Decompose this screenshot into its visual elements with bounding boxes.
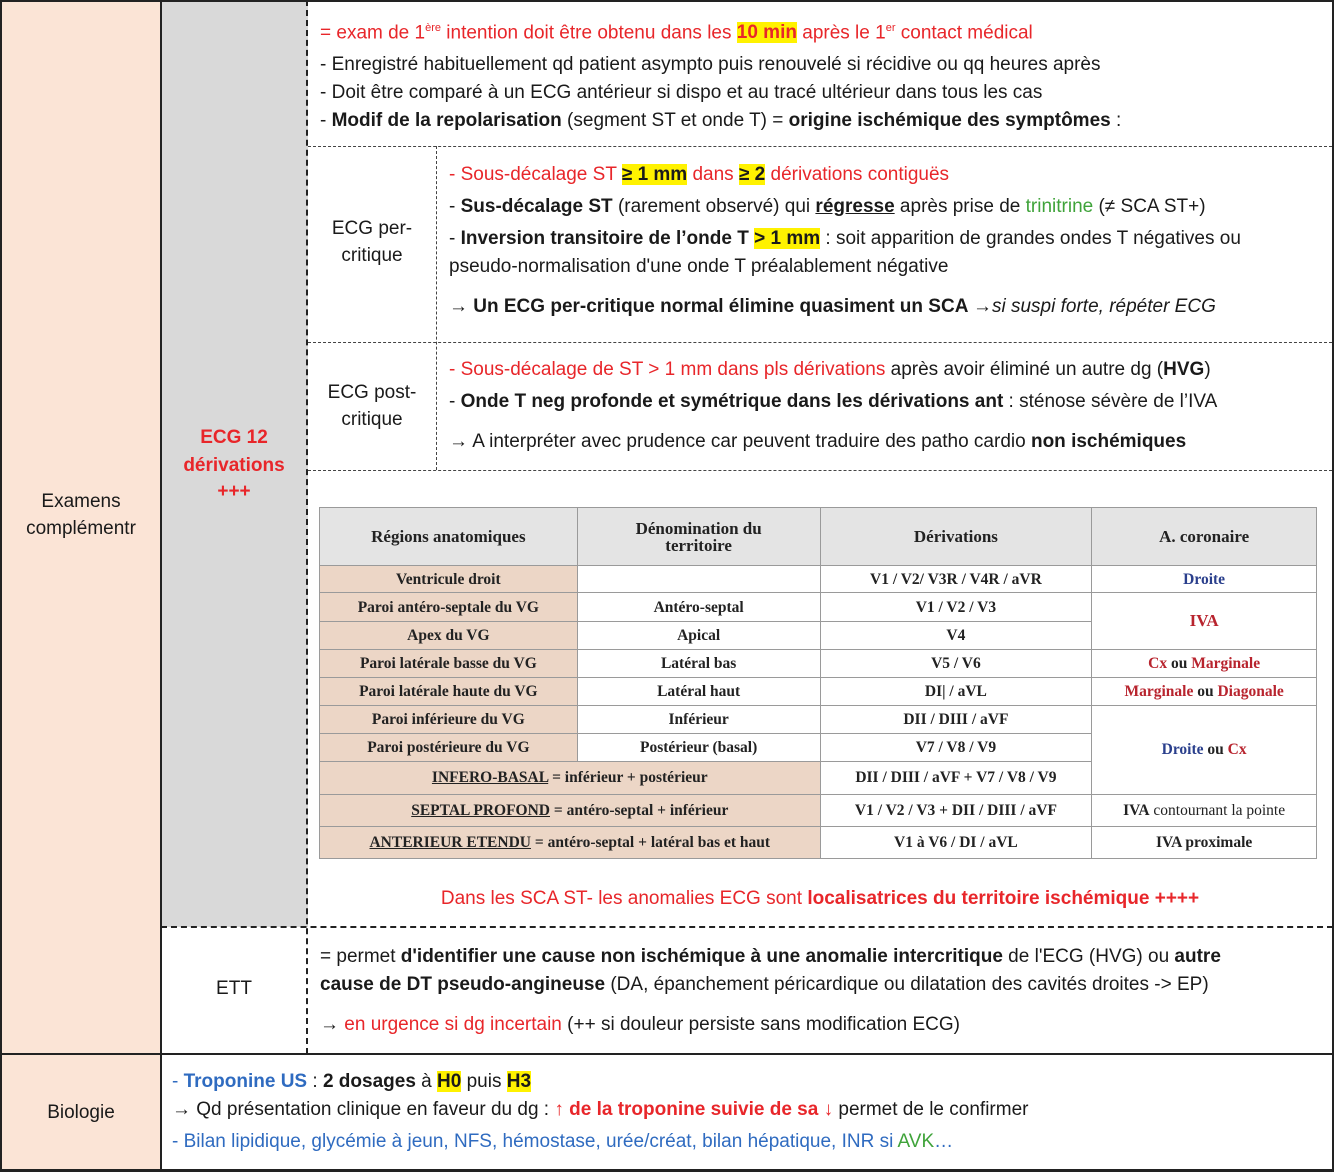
t: contact médical <box>895 22 1033 44</box>
ecg-intro-line-1 <box>320 14 1121 47</box>
ett-line-3 <box>320 1011 1320 1039</box>
table-header: A. coronaire <box>1092 508 1317 566</box>
table-row <box>320 566 1317 593</box>
t: ou <box>1167 654 1192 672</box>
t: après avoir éliminé un autre dg ( <box>885 359 1164 380</box>
table-cell-deriv: DII / DIII / aVF + V7 / V8 / V9 <box>820 762 1092 794</box>
per-line-5 <box>449 293 1324 321</box>
table-cell-denom: Postérieur (basal) <box>577 734 820 762</box>
t: = permet <box>320 946 401 967</box>
t: Marginale <box>1124 683 1194 701</box>
t: Dans les SCA ST- les anomalies ECG sont <box>440 888 808 909</box>
t: localisatrices du territoire ischémique ++++ <box>807 888 1200 909</box>
t: régresse <box>815 196 895 217</box>
t: SEPTAL PROFOND <box>411 801 550 819</box>
t: : sténose sévère de l’IVA <box>1003 391 1218 412</box>
table-cell-region: Paroi postérieure du VG <box>320 734 578 762</box>
highlight-10min: 10 min <box>736 22 797 44</box>
table-row <box>320 706 1317 734</box>
t: er <box>885 22 896 34</box>
per-content <box>449 161 1324 321</box>
t: AVK <box>897 1131 935 1152</box>
t: Droite <box>1183 570 1226 588</box>
table-cell-region: Paroi antéro-septale du VG <box>320 593 578 621</box>
table-top-divider <box>308 470 1332 471</box>
table-row <box>320 677 1317 705</box>
t: : <box>307 1071 323 1092</box>
t: ou <box>1203 741 1228 759</box>
table-header: Dénomination du territoire <box>577 508 820 566</box>
t: cause de DT pseudo-angineuse <box>320 974 606 995</box>
t: 2 dosages <box>322 1071 416 1092</box>
biologie-label: Biologie <box>47 1101 115 1123</box>
t: IVA <box>1189 611 1219 631</box>
per-top-divider <box>308 146 1332 147</box>
table-cell-coro <box>1092 794 1317 826</box>
ecg-title-text: ECG 12 dérivations <box>183 427 285 476</box>
table-cell-combo <box>320 794 821 826</box>
table-cell-region: Paroi latérale basse du VG <box>320 649 578 677</box>
post-top-divider <box>308 342 1332 343</box>
t: trinitrine <box>1025 196 1094 217</box>
t: ANTERIEUR ETENDU <box>369 833 531 851</box>
t: = inférieur + postérieur <box>548 769 708 787</box>
table-row <box>320 593 1317 621</box>
examens-label: Examens complémentr <box>26 491 136 539</box>
ecg-title <box>162 416 306 512</box>
ecg-intro <box>320 14 1121 135</box>
sub-col-divider <box>436 146 437 470</box>
table-cell-deriv: V1 / V2/ V3R / V4R / aVR <box>820 566 1092 593</box>
table-cell-denom: Antéro-septal <box>577 593 820 621</box>
t: Inversion transitoire de l’onde T <box>460 228 755 249</box>
table-row <box>320 826 1317 858</box>
table-cell-region: Paroi inférieure du VG <box>320 706 578 734</box>
t: Diagonale <box>1217 683 1284 701</box>
per-line-4: pseudo-normalisation d'une onde T préalablement négative <box>449 256 949 277</box>
t: → Qd présentation clinique en faveur du dg : <box>172 1099 555 1120</box>
table-cell-denom: Latéral haut <box>577 677 820 705</box>
t: (DA, épanchement péricardique ou dilatation des cavités droites -> EP) <box>605 974 1209 995</box>
t: HVG <box>1163 359 1205 380</box>
t: IVA <box>1123 801 1150 819</box>
bio-line-2 <box>172 1096 1322 1124</box>
t: (++ si douleur persiste sans modification ECG) <box>561 1014 960 1035</box>
table-cell-coro: IVA proximale <box>1092 826 1317 858</box>
t: ou <box>1193 683 1218 701</box>
post-label: ECG post-critique <box>327 382 417 430</box>
table-cell-coro <box>1092 649 1317 677</box>
t: - Sous-décalage ST <box>449 164 622 185</box>
t: contournant la pointe <box>1149 801 1286 819</box>
table-cell-region: Ventricule droit <box>320 566 578 593</box>
t: … <box>934 1131 954 1152</box>
t: - Bilan lipidique, glycémie à jeun, NFS, hémostase, urée/créat, bilan hépatique, INR si <box>172 1131 898 1152</box>
t: (rarement observé) qui <box>612 196 816 217</box>
t: (segment ST et onde T) = <box>561 110 789 132</box>
t: puis <box>461 1071 507 1092</box>
t: ≥ 2 <box>738 164 766 185</box>
t: - <box>449 228 461 249</box>
t: : <box>1110 110 1122 132</box>
ett-label: ETT <box>216 977 252 999</box>
t: → Un ECG per-critique normal élimine quasiment un SCA <box>449 296 973 317</box>
table-cell-deriv: V7 / V8 / V9 <box>820 734 1092 762</box>
border-top <box>0 0 1334 2</box>
t: = antéro-septal + inférieur <box>550 801 729 819</box>
table-cell-deriv: V5 / V6 <box>820 649 1092 677</box>
t: à <box>415 1071 438 1092</box>
section-divider <box>0 1053 1334 1055</box>
table-cell-combo <box>320 826 821 858</box>
per-line-1 <box>449 161 1324 189</box>
table-header: Régions anatomiques <box>320 508 578 566</box>
t: - <box>172 1071 184 1092</box>
table-cell-deriv: V1 à V6 / DI / aVL <box>820 826 1092 858</box>
t: après prise de <box>894 196 1026 217</box>
table-cell-denom <box>577 566 820 593</box>
per-label: ECG per-critique <box>331 218 413 266</box>
table-cell-region: Apex du VG <box>320 621 578 649</box>
table-header: Dérivations <box>820 508 1092 566</box>
table-header-row <box>320 508 1317 566</box>
table-cell-region: Paroi latérale haute du VG <box>320 677 578 705</box>
t: origine ischémique des symptômes <box>788 110 1111 132</box>
ecg-intro-line-2: - Enregistré habituellement qd patient asympto puis renouvelé si récidive ou qq heures après <box>320 54 1101 76</box>
t: ère <box>425 22 441 34</box>
post-line-2 <box>449 388 1324 416</box>
t: Onde T neg profonde et symétrique dans les dérivations ant <box>460 391 1004 412</box>
table-cell-denom: Apical <box>577 621 820 649</box>
table-cell-coro <box>1092 706 1317 794</box>
table-row <box>320 649 1317 677</box>
t: H0 <box>437 1071 462 1092</box>
ecg-territory-table <box>319 507 1317 859</box>
table-cell-denom: Inférieur <box>577 706 820 734</box>
t: d'identifier une cause non ischémique à une anomalie intercritique <box>400 946 1003 967</box>
bio-line-3 <box>172 1128 1322 1156</box>
t: → <box>320 1014 345 1035</box>
t: → <box>972 296 992 317</box>
table-cell-deriv: V4 <box>820 621 1092 649</box>
ecg-title-plus: +++ <box>217 481 251 502</box>
table-cell-denom: Latéral bas <box>577 649 820 677</box>
t: → A interpréter avec prudence car peuvent traduire des patho cardio <box>449 431 1031 452</box>
table-cell-deriv: DI| / aVL <box>820 677 1092 705</box>
t: dans <box>687 164 739 185</box>
t: après le 1 <box>796 22 886 44</box>
border-left <box>0 0 2 1172</box>
ecg-intro-line-3: - Doit être comparé à un ECG antérieur si dispo et au tracé ultérieur dans tous les cas <box>320 82 1043 104</box>
t: = antéro-septal + latéral bas et haut <box>530 833 771 851</box>
t: de l'ECG (HVG) ou <box>1002 946 1175 967</box>
t: dérivations contiguës <box>765 164 950 185</box>
t: Modif de la repolarisation <box>331 110 562 132</box>
t: > 1 mm <box>754 228 821 249</box>
table-cell-coro <box>1092 566 1317 593</box>
table-row <box>320 794 1317 826</box>
t: Troponine US <box>183 1071 308 1092</box>
ett-content <box>320 943 1320 1039</box>
ett-line-1 <box>320 943 1320 971</box>
t: en urgence si dg incertain <box>344 1014 562 1035</box>
table-cell-deriv: V1 / V2 / V3 <box>820 593 1092 621</box>
table-cell-combo <box>320 762 821 794</box>
t: ≥ 1 mm <box>621 164 688 185</box>
t: Cx <box>1148 654 1168 672</box>
table-cell-coro <box>1092 593 1317 649</box>
t: = exam de 1 <box>320 22 426 44</box>
t: - <box>320 110 332 132</box>
t: INFERO-BASAL <box>431 769 549 787</box>
t: permet de le confirmer <box>833 1099 1029 1120</box>
t: - Sous-décalage de ST > 1 mm dans pls dérivations <box>449 359 886 380</box>
t: - <box>449 391 461 412</box>
t: Marginale <box>1191 654 1261 672</box>
t: - <box>449 196 461 217</box>
ett-line-2 <box>320 971 1320 999</box>
bio-content <box>172 1068 1322 1156</box>
ecg-intro-line-4 <box>320 107 1121 135</box>
t: H3 <box>506 1071 532 1092</box>
t: Sus-décalage ST <box>460 196 613 217</box>
t: (≠ SCA ST+) <box>1093 196 1206 217</box>
t: Cx <box>1227 741 1247 759</box>
t: ) <box>1204 359 1211 380</box>
t: si suspi forte, répéter ECG <box>991 296 1216 317</box>
t: Droite <box>1161 741 1204 759</box>
t: non ischémiques <box>1030 431 1187 452</box>
table-cell-coro <box>1092 677 1317 705</box>
t: : soit apparition de grandes ondes T négatives ou <box>820 228 1241 249</box>
per-line-3 <box>449 225 1324 253</box>
t: ↑ de la troponine suivie de sa ↓ <box>554 1099 834 1120</box>
post-line-3 <box>449 428 1324 456</box>
t: intention doit être obtenu dans les <box>441 22 737 44</box>
table-cell-deriv: DII / DIII / aVF <box>820 706 1092 734</box>
per-line-2 <box>449 193 1324 221</box>
table-cell-deriv: V1 / V2 / V3 + DII / DIII / aVF <box>820 794 1092 826</box>
ecg-note <box>308 885 1332 913</box>
t: autre <box>1174 946 1221 967</box>
bio-line-1 <box>172 1068 1322 1096</box>
post-content <box>449 356 1324 456</box>
post-line-1 <box>449 356 1324 384</box>
ett-divider <box>161 926 1333 928</box>
